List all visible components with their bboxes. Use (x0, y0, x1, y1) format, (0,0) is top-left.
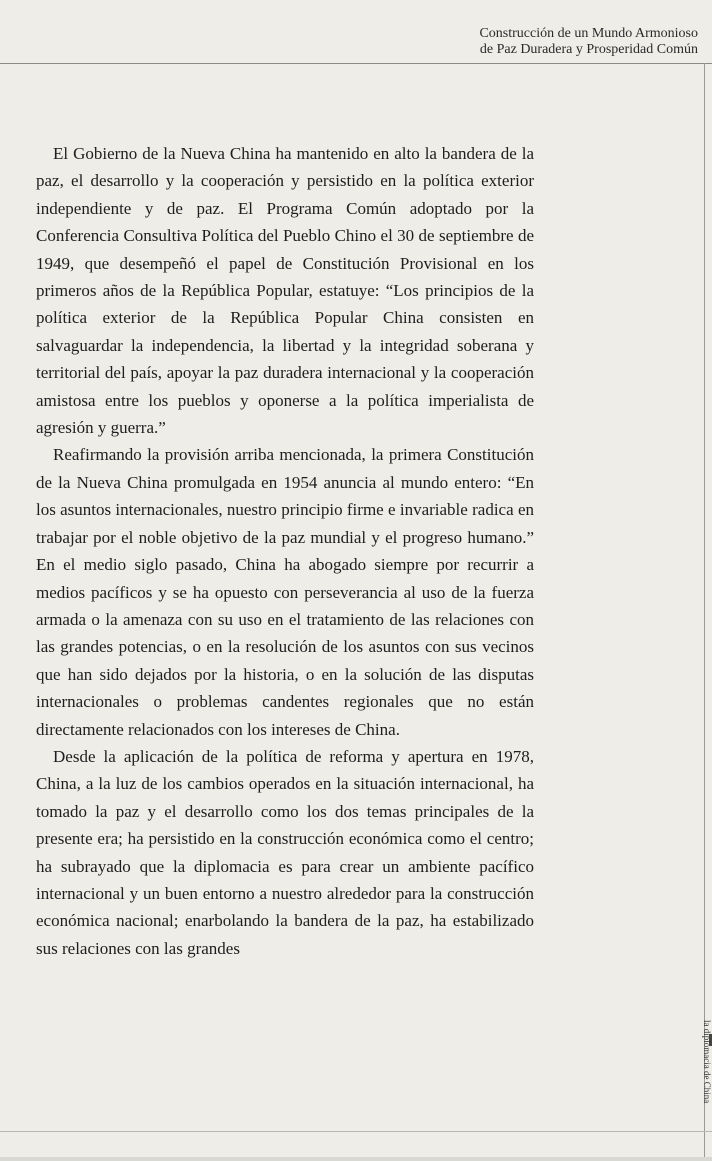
paragraph-2: Reafirmando la provisión arriba mencionada, la primera Constitución de la Nueva China promulgada en 1954 anuncia al mundo entero: “En los asuntos internacionales, nuestro principio firme e invariable radica en trabajar por el noble objetivo de la paz mundial y el progreso humano.” En el medio siglo pasado, China ha abogado siempre por recurrir a medios pacíficos y se ha opuesto con perseverancia al uso de la fuerza armada o la amenaza con su uso en el tratamiento de las relaciones con las grandes potencias, o en la resolución de los asuntos con sus vecinos que han sido dejados por la historia, o en la solución de las disputas internacionales o problemas candentes regionales que no están directamente relacionados con los intereses de China. (36, 445, 534, 739)
page-edge-line (704, 63, 705, 1158)
running-header-line-2: de Paz Duradera y Prosperidad Común (479, 42, 698, 57)
side-running-text: la diplomacia de China (702, 1020, 712, 1104)
paragraph-1: El Gobierno de la Nueva China ha mantenido en alto la bandera de la paz, el desarrollo y la cooperación y persistido en la política exterior independiente y de paz. El Programa Común adoptado por la Conferencia Consultiva Política del Pueblo Chino el 30 de septiembre de 1949, que desempeñó el papel de Constitución Provisional en los primeros años de la República Popular, estatuye: “Los principios de la política exterior de la República Popular China consisten en salvaguardar la independencia, la libertad y la integridad soberana y territorial del país, apoyar la paz duradera internacional y la cooperación amistosa entre los pueblos y oponerse a la política imperialista de agresión y guerra.” (36, 144, 534, 438)
paragraph-3: Desde la aplicación de la política de reforma y apertura en 1978, China, a la luz de los cambios operados en la situación internacional, ha tomado la paz y el desarrollo como los dos temas principales de la presente era; ha persistido en la construcción económica como el centro; ha subrayado que la diplomacia es para crear un ambiente pacífico internacional y un buen entorno a nuestro alrededor para la construcción económica nacional; enarbolando la bandera de la paz, ha estabilizado sus relaciones con las grandes (36, 746, 534, 958)
body-text (36, 140, 534, 962)
header-rule (0, 63, 712, 64)
bottom-rule (0, 1131, 712, 1132)
running-header (479, 26, 698, 58)
running-header-line-1: Construcción de un Mundo Armonioso (479, 26, 698, 41)
bottom-page-edge (0, 1157, 712, 1161)
